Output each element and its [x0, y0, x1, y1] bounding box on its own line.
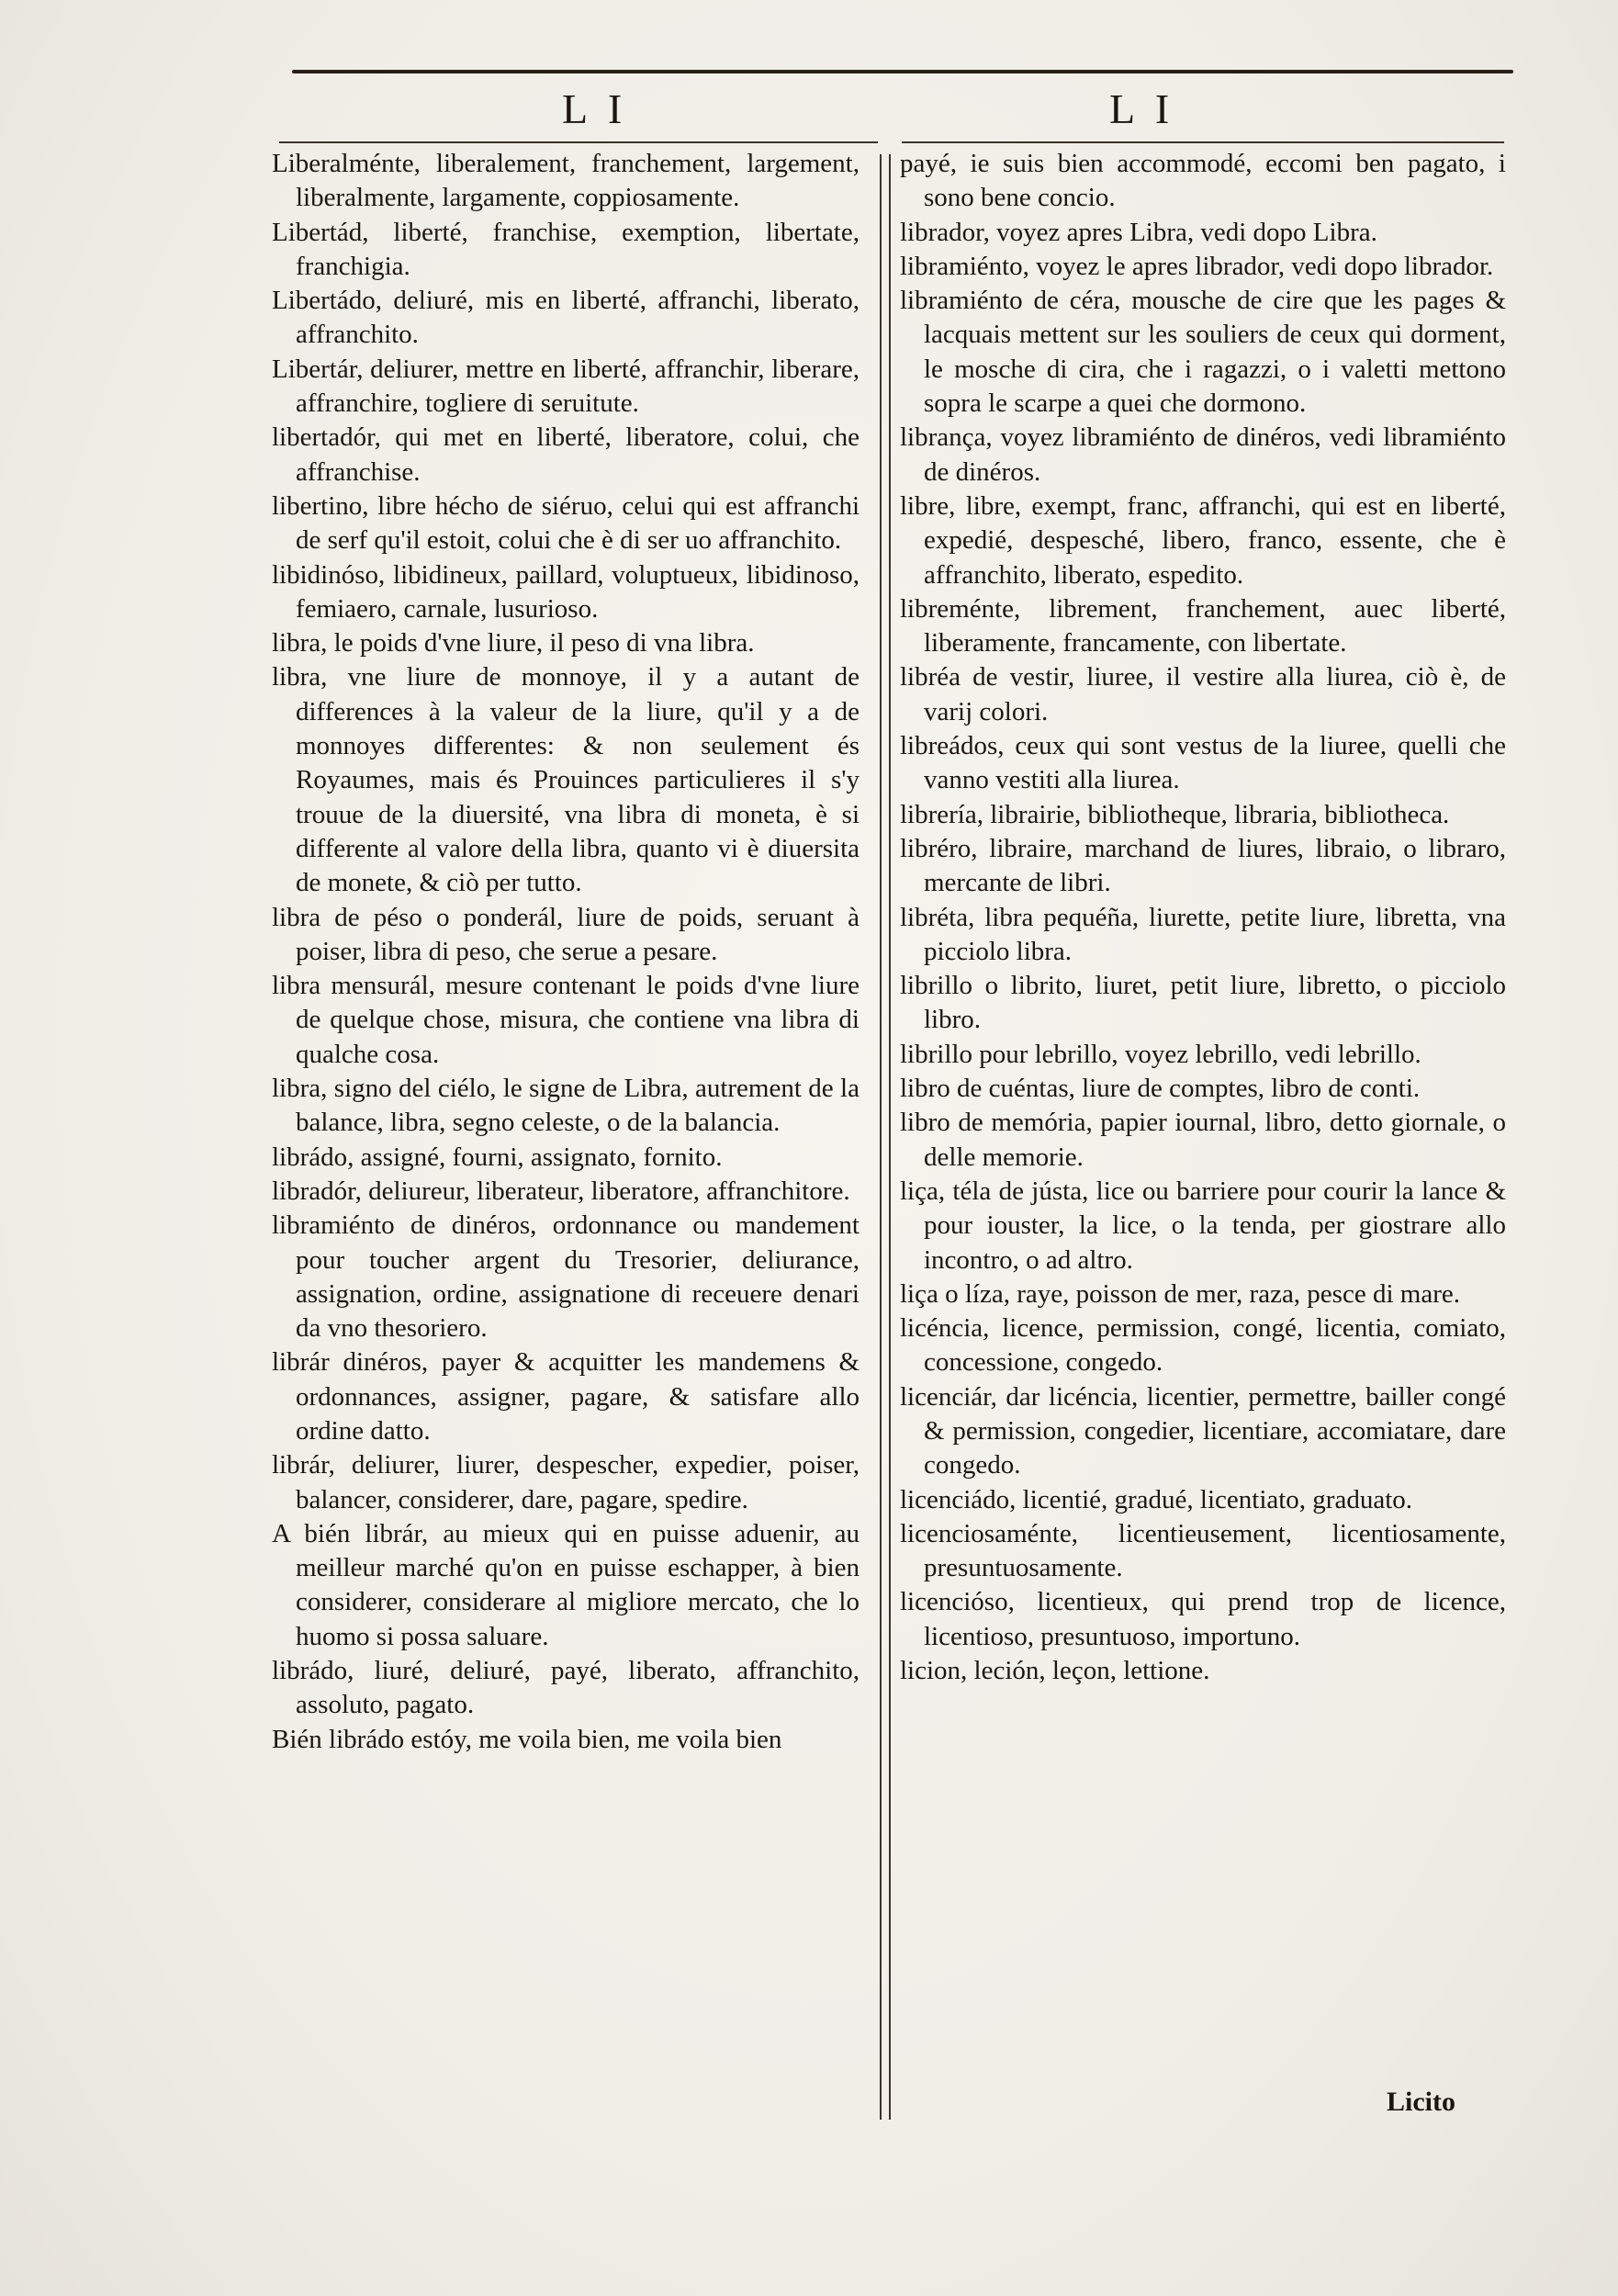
- entry: libidinóso, libidineux, paillard, voluptueux, libidinoso, femiaero, carnale, lusurioso.: [272, 559, 860, 624]
- entry: libramiénto, voyez le apres librador, vedi dopo librador.: [900, 251, 1494, 281]
- entry: libertadór, qui met en liberté, liberatore, colui, che affranchise.: [272, 422, 860, 487]
- entry: libre, libre, exempt, franc, affranchi, qui est en liberté, expedié, despesché, libero, franco, essente, che è affranchito, liberato, espedito.: [900, 490, 1506, 590]
- entry: libréta, libra pequéña, liurette, petite liure, libretta, vna picciolo libra.: [900, 902, 1506, 966]
- entry: libro de cuéntas, liure de comptes, libro de conti.: [900, 1074, 1421, 1104]
- top-rule: [292, 70, 1513, 73]
- left-column: [272, 147, 860, 1757]
- right-column: [900, 147, 1506, 1688]
- entry: librillo o librito, liuret, petit liure, libretto, o picciolo libro.: [900, 971, 1506, 1035]
- entry: libramiénto de céra, mousche de cire que les pages & lacquais mettent sur les souliers de ceux qui dorment, le mosche di cira, che i ragazzi, o i valetti mettono sopra le scarpe a quei che dormono.: [900, 286, 1506, 419]
- entry: payé, ie suis bien accommodé, eccomi ben pagato, i sono bene concio.: [900, 149, 1506, 213]
- column-divider: [880, 154, 882, 2120]
- entry: librár dinéros, payer & acquitter les mandemens & ordonnances, assigner, pagare, & satisfare allo ordine datto.: [272, 1347, 860, 1446]
- entry: libro de memória, papier iournal, libro, detto giornale, o delle memorie.: [900, 1108, 1506, 1172]
- column-divider-inner: [889, 154, 891, 2120]
- left-running-head: L I: [562, 85, 628, 132]
- entry: Libertádo, deliuré, mis en liberté, affranchi, liberato, affranchito.: [272, 286, 860, 350]
- entry: A bién librár, au mieux qui en puisse aduenir, au meilleur marché qu'on en puisse eschapper, à bien considerer, considerare al migliore mercato, che lo huomo si possa saluare.: [272, 1518, 860, 1651]
- entry: libreádos, ceux qui sont vestus de la liuree, quelli che vanno vestiti alla liurea.: [900, 731, 1506, 795]
- right-head-rule: [902, 141, 1504, 143]
- entry: libra, le poids d'vne liure, il peso di vna libra.: [272, 628, 755, 658]
- entry: librillo pour lebrillo, voyez lebrillo, vedi lebrillo.: [900, 1039, 1421, 1069]
- entry: librador, voyez apres Libra, vedi dopo Libra.: [900, 217, 1377, 247]
- entry: liça, téla de jústa, lice ou barriere pour courir la lance & pour iouster, la lice, o la tenda, per giostrare allo incontro, o ad altro.: [900, 1176, 1506, 1275]
- entry: licenciádo, licentié, gradué, licentiato, graduato.: [900, 1484, 1413, 1514]
- entry: librança, voyez libramiénto de dinéros, vedi libramiénto de dinéros.: [900, 422, 1506, 487]
- entry: libradór, deliureur, liberateur, liberatore, affranchitore.: [272, 1176, 850, 1206]
- entry: licenciosaménte, licentieusement, licentiosamente, presuntuosamente.: [900, 1518, 1506, 1583]
- entry: libréa de vestir, liuree, il vestire alla liurea, ciò è, de varij colori.: [900, 662, 1506, 726]
- entry: licion, leción, leçon, lettione.: [900, 1656, 1210, 1686]
- right-running-head: L I: [1109, 85, 1175, 132]
- entry: libramiénto de dinéros, ordonnance ou mandement pour toucher argent du Tresorier, deliurance, assignation, ordine, assignatione di receuere denari da vno thesoriero.: [272, 1210, 860, 1344]
- entry: liça o líza, raye, poisson de mer, raza, pesce di mare.: [900, 1278, 1460, 1309]
- entry: librár, deliurer, liurer, despescher, expedier, poiser, balancer, considerer, dare, pagare, spedire.: [272, 1450, 860, 1514]
- entry: licenciár, dar licéncia, licentier, permettre, bailler congé & permission, congedier, licentiare, accomiatare, dare congedo.: [900, 1381, 1506, 1480]
- entry: Libertár, deliurer, mettre en liberté, affranchir, liberare, affranchire, togliere di seruitute.: [272, 354, 860, 419]
- entry: libréro, libraire, marchand de liures, libraio, o libraro, mercante de libri.: [900, 833, 1506, 898]
- entry: libra, vne liure de monnoye, il y a autant de differences à la valeur de la liure, qu'il y a de monnoyes differentes: & non seulement és Royaumes, mais és Prouinces particulieres il s'y trouue de la diuersité, vna libra di moneta, è si differente al valore della libra, quanto vi è diuersita de monete, & ciò per tutto.: [272, 662, 860, 898]
- entry: librádo, liuré, deliuré, payé, liberato, affranchito, assoluto, pagato.: [272, 1656, 860, 1720]
- entry: Liberalménte, liberalement, franchement, largement, liberalmente, largamente, coppiosamente.: [272, 149, 860, 213]
- entry: libra de péso o ponderál, liure de poids, seruant à poiser, libra di peso, che serue a pesare.: [272, 902, 860, 966]
- entry: libra, signo del ciélo, le signe de Libra, autrement de la balance, libra, segno celeste, o de la balancia.: [272, 1074, 860, 1138]
- left-head-rule: [279, 141, 878, 143]
- entry: libreménte, librement, franchement, auec liberté, liberamente, francamente, con libertate.: [900, 593, 1506, 658]
- entry: Bién librádo estóy, me voila bien, me voila bien: [272, 1724, 782, 1754]
- entry: Libertád, liberté, franchise, exemption, libertate, franchigia.: [272, 217, 860, 281]
- entry: libra mensurál, mesure contenant le poids d'vne liure de quelque chose, misura, che contiene vna libra di qualche cosa.: [272, 971, 860, 1069]
- entry: licencióso, licentieux, qui prend trop de licence, licentioso, presuntuoso, importuno.: [900, 1587, 1506, 1651]
- entry: librería, librairie, bibliotheque, libraria, bibliotheca.: [900, 799, 1450, 829]
- entry: libertino, libre hécho de siéruo, celui qui est affranchi de serf qu'il estoit, colui che è di ser uo affranchito.: [272, 490, 860, 556]
- entry: licéncia, licence, permission, congé, licentia, comiato, concessione, congedo.: [900, 1313, 1506, 1378]
- catchword: Licito: [1387, 2087, 1455, 2117]
- entry: librádo, assigné, fourni, assignato, fornito.: [272, 1142, 723, 1172]
